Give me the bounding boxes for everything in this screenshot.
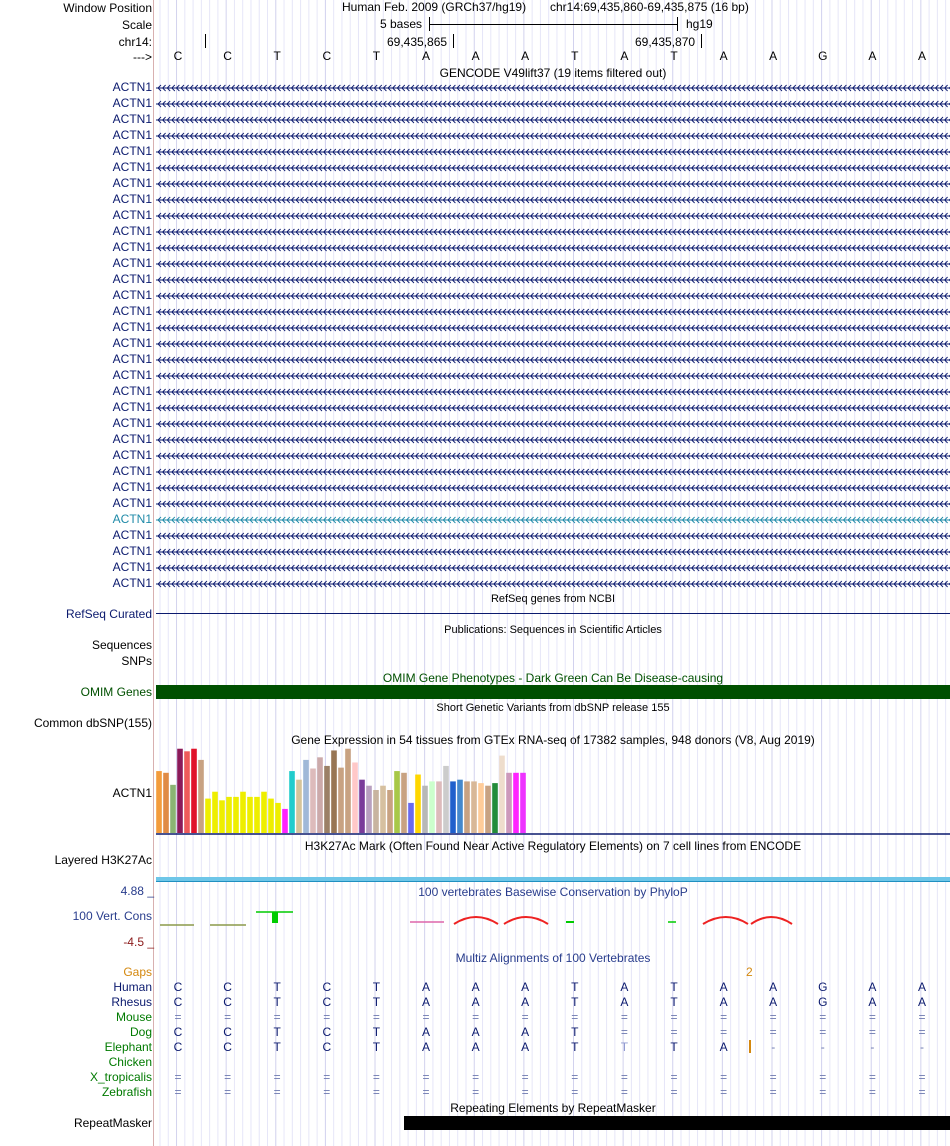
gtex-tissue-bar[interactable] <box>268 799 274 833</box>
alignment-base: = <box>372 1085 380 1099</box>
phylop-label[interactable]: 100 Vert. Cons <box>72 909 152 923</box>
sequence-base: A <box>421 49 430 63</box>
alignment-base: T <box>273 1040 281 1054</box>
gtex-tissue-bar[interactable] <box>499 756 505 833</box>
alignment-base: A <box>521 980 530 994</box>
alignment-base: T <box>273 1025 281 1039</box>
alignment-base: T <box>372 980 381 994</box>
window-position-label: Window Position <box>63 1 152 15</box>
alignment-base: = <box>868 1085 876 1099</box>
gtex-title[interactable]: Gene Expression in 54 tissues from GTEx RNA-seq of 17382 samples, 948 donors (V8, Aug 2019) <box>291 733 815 747</box>
alignment-base: T <box>372 995 381 1009</box>
alignment-base: = <box>720 1085 728 1099</box>
alignment-base: = <box>868 1025 876 1039</box>
alignment-base: C <box>223 1040 232 1054</box>
refseq-line[interactable] <box>156 613 950 614</box>
alignment-base: C <box>322 980 332 994</box>
position-text: chr14:69,435,860-69,435,875 (16 bp) <box>550 0 749 14</box>
omim-label[interactable]: OMIM Genes <box>80 685 152 699</box>
gencode-gene-label[interactable]: ACTN1 <box>112 576 152 590</box>
gtex-tissue-bar[interactable] <box>436 781 442 833</box>
gtex-tissue-bar[interactable] <box>471 781 477 833</box>
alignment-base: = <box>670 1025 678 1039</box>
alignment-base: A <box>471 980 480 994</box>
alignment-base: A <box>769 980 778 994</box>
publications-sequences-label[interactable]: Sequences <box>91 638 152 652</box>
species-label[interactable]: Mouse <box>115 1010 152 1024</box>
gtex-tissue-bar[interactable] <box>485 786 491 833</box>
alignment-base: = <box>868 1070 876 1084</box>
alignment-base: = <box>472 1085 480 1099</box>
alignment-base: A <box>471 1025 480 1039</box>
gencode-gene-label[interactable]: ACTN1 <box>112 160 152 174</box>
gencode-gene-label[interactable]: ACTN1 <box>112 368 152 382</box>
coord-tick-1 <box>453 34 454 48</box>
alignment-base: = <box>174 1085 182 1099</box>
gencode-gene-label[interactable]: ACTN1 <box>112 256 152 270</box>
gencode-gene-label[interactable]: ACTN1 <box>112 416 152 430</box>
assembly-text: Human Feb. 2009 (GRCh37/hg19) <box>342 0 527 14</box>
alignment-base: - <box>820 1040 825 1054</box>
gtex-tissue-bar[interactable] <box>513 773 519 833</box>
sequence-base: A <box>769 49 778 63</box>
gtex-tissue-bar[interactable] <box>156 771 162 833</box>
gtex-tissue-bar[interactable] <box>373 790 379 833</box>
alignment-base: = <box>273 1070 281 1084</box>
h3k27ac-label[interactable]: Layered H3K27Ac <box>54 853 152 867</box>
alignment-base: T <box>571 995 579 1009</box>
sequence-base: A <box>868 49 877 63</box>
alignment-base: = <box>620 1025 628 1039</box>
gtex-tissue-bar[interactable] <box>212 792 218 833</box>
alignment-base: T <box>372 1040 381 1054</box>
gencode-gene-label[interactable]: ACTN1 <box>112 448 152 462</box>
gencode-gene-label[interactable]: ACTN1 <box>112 480 152 494</box>
gencode-gene-label[interactable]: ACTN1 <box>112 80 152 94</box>
gtex-tissue-bar[interactable] <box>520 773 526 833</box>
gtex-tissue-bar[interactable] <box>352 762 358 833</box>
gencode-gene-label[interactable]: ACTN1 <box>112 112 152 126</box>
alignment-base: C <box>173 980 183 994</box>
sequence-base: G <box>818 49 828 63</box>
coord-tick-2 <box>701 34 702 48</box>
gtex-tissue-bar[interactable] <box>254 797 260 833</box>
repeatmasker-bar[interactable] <box>404 1116 950 1130</box>
gtex-tissue-bar[interactable] <box>422 786 428 833</box>
alignment-base: = <box>472 1010 480 1024</box>
gtex-label[interactable]: ACTN1 <box>112 786 152 800</box>
alignment-base: = <box>620 1070 628 1084</box>
species-label[interactable]: Rhesus <box>111 995 152 1009</box>
alignment-base: = <box>769 1010 777 1024</box>
sequence-base: A <box>471 49 480 63</box>
gtex-tissue-bar[interactable] <box>184 751 190 833</box>
gtex-tissue-bar[interactable] <box>506 773 512 833</box>
alignment-base: A <box>421 995 430 1009</box>
gtex-tissue-bar[interactable] <box>317 757 323 833</box>
gencode-gene-label[interactable]: ACTN1 <box>112 304 152 318</box>
alignment-base: = <box>174 1070 182 1084</box>
coord-label-2: 69,435,870 <box>635 35 696 49</box>
alignment-base: T <box>620 1040 629 1054</box>
omim-bar[interactable] <box>156 685 950 699</box>
sequence-base: A <box>719 49 728 63</box>
h3k27ac-signal-line <box>156 881 950 882</box>
alignment-base: = <box>571 1085 579 1099</box>
alignment-base: = <box>670 1010 678 1024</box>
alignment-base: T <box>273 995 281 1009</box>
sequence-base: T <box>372 49 381 63</box>
alignment-base: A <box>620 995 629 1009</box>
gencode-gene-label[interactable]: ACTN1 <box>112 192 152 206</box>
gencode-gene-label[interactable]: ACTN1 <box>112 528 152 542</box>
alignment-base: = <box>323 1010 331 1024</box>
alignment-base: = <box>819 1085 827 1099</box>
scale-bar-tick-left <box>429 17 430 31</box>
alignment-base: A <box>719 995 728 1009</box>
gtex-tissue-bar[interactable] <box>492 783 498 833</box>
sequence-base: C <box>173 49 183 63</box>
gtex-tissue-bar[interactable] <box>275 803 281 833</box>
alignment-base: A <box>620 980 629 994</box>
sequence-base: T <box>571 49 579 63</box>
publications-snps-label[interactable]: SNPs <box>121 654 152 668</box>
gtex-tissue-bar[interactable] <box>282 809 288 833</box>
alignment-base: C <box>223 995 232 1009</box>
alignment-base: - <box>870 1040 875 1054</box>
alignment-base: = <box>918 1070 926 1084</box>
gtex-tissue-bar[interactable] <box>191 749 197 833</box>
repeatmasker-title[interactable]: Repeating Elements by RepeatMasker <box>450 1101 656 1115</box>
gencode-gene-label[interactable]: ACTN1 <box>112 352 152 366</box>
h3k27ac-title[interactable]: H3K27Ac Mark (Often Found Near Active Regulatory Elements) on 7 cell lines from ENCODE <box>304 839 802 853</box>
alignment-base: = <box>620 1085 628 1099</box>
alignment-base: = <box>174 1010 182 1024</box>
alignment-base: C <box>223 1025 232 1039</box>
alignment-base: = <box>670 1070 678 1084</box>
gtex-tissue-bar[interactable] <box>324 766 330 833</box>
scale-bar <box>429 24 677 25</box>
alignment-base: A <box>421 1040 430 1054</box>
gencode-gene-label[interactable]: ACTN1 <box>112 288 152 302</box>
sequence-base: T <box>273 49 281 63</box>
alignment-base: T <box>273 980 281 994</box>
alignment-base: = <box>868 1010 876 1024</box>
gtex-tissue-bar[interactable] <box>233 797 239 833</box>
alignment-base: T <box>670 980 678 994</box>
alignment-base: T <box>571 1040 579 1054</box>
alignment-base: T <box>670 995 678 1009</box>
gencode-gene-label[interactable]: ACTN1 <box>112 128 152 142</box>
alignment-base: C <box>322 1040 332 1054</box>
strand-label: ---> <box>133 50 152 64</box>
alignment-base: A <box>719 1040 728 1054</box>
gencode-gene-label[interactable]: ACTN1 <box>112 336 152 350</box>
sequence-base: T <box>670 49 678 63</box>
gencode-gene-label[interactable]: ACTN1 <box>112 496 152 510</box>
alignment-base: C <box>173 1025 183 1039</box>
gencode-gene-label[interactable]: ACTN1 <box>112 272 152 286</box>
alignment-base: = <box>323 1070 331 1084</box>
alignment-base: = <box>620 1010 628 1024</box>
alignment-base: = <box>769 1070 777 1084</box>
gencode-gene-label[interactable]: ACTN1 <box>112 464 152 478</box>
alignment-base: = <box>521 1010 529 1024</box>
alignment-base: = <box>769 1025 777 1039</box>
alignment-base: C <box>322 1025 332 1039</box>
gtex-tissue-bar[interactable] <box>177 749 183 833</box>
alignment-base: = <box>720 1070 728 1084</box>
alignment-base: A <box>421 980 430 994</box>
gtex-tissue-bar[interactable] <box>303 760 309 833</box>
alignment-base: A <box>868 980 877 994</box>
species-label[interactable]: Zebrafish <box>101 1085 152 1099</box>
phylop-plot[interactable] <box>156 900 950 940</box>
species-label[interactable]: Chicken <box>108 1055 152 1069</box>
sequence-base: C <box>322 49 332 63</box>
alignment-base: = <box>422 1085 430 1099</box>
alignment-base: = <box>323 1085 331 1099</box>
alignment-base: C <box>173 995 183 1009</box>
phylop-title[interactable]: 100 vertebrates Basewise Conservation by PhyloP <box>418 885 688 899</box>
alignment-base: = <box>819 1025 827 1039</box>
gtex-tissue-bar[interactable] <box>338 768 344 833</box>
alignment-base: = <box>819 1010 827 1024</box>
alignment-base: = <box>918 1085 926 1099</box>
alignment-base: A <box>868 995 877 1009</box>
gtex-tissue-bar[interactable] <box>464 781 470 833</box>
coord-tick-0 <box>205 34 206 48</box>
alignment-base: = <box>472 1070 480 1084</box>
alignment-base: = <box>521 1070 529 1084</box>
alignment-base: A <box>917 980 926 994</box>
alignment-base: = <box>571 1070 579 1084</box>
alignment-base: = <box>720 1025 728 1039</box>
db-text: hg19 <box>686 17 713 31</box>
gtex-tissue-bar[interactable] <box>219 800 225 833</box>
sequence-base: A <box>620 49 629 63</box>
scale-bar-tick-right <box>677 17 678 31</box>
gtex-tissue-bar[interactable] <box>450 781 456 833</box>
alignment-base: C <box>173 1040 183 1054</box>
gencode-gene-label[interactable]: ACTN1 <box>112 96 152 110</box>
gtex-tissue-bar[interactable] <box>366 786 372 833</box>
alignment-base: A <box>521 1040 530 1054</box>
alignment-base: C <box>322 995 332 1009</box>
alignment-base: A <box>769 995 778 1009</box>
alignment-base: C <box>223 980 232 994</box>
alignment-base: A <box>521 1025 530 1039</box>
alignment-base: = <box>224 1070 232 1084</box>
alignment-base: - <box>920 1040 924 1054</box>
alignment-base: A <box>421 1025 430 1039</box>
dbsnp-title[interactable]: Short Genetic Variants from dbSNP release 155 <box>436 702 670 714</box>
alignment-base: T <box>571 1025 579 1039</box>
alignment-base: = <box>372 1010 380 1024</box>
alignment-base: = <box>224 1010 232 1024</box>
gencode-gene-label[interactable]: ACTN1 <box>112 176 152 190</box>
alignment-base: = <box>918 1025 926 1039</box>
species-label[interactable]: Elephant <box>104 1040 152 1054</box>
gencode-track[interactable] <box>156 80 950 592</box>
gtex-tissue-bar[interactable] <box>310 769 316 834</box>
alignment-base: = <box>422 1070 430 1084</box>
phylop-max-label: 4.88 _ <box>120 884 154 898</box>
alignment-base: = <box>273 1085 281 1099</box>
dbsnp-label[interactable]: Common dbSNP(155) <box>33 716 152 730</box>
gtex-tissue-bar[interactable] <box>163 773 169 833</box>
alignment-base: = <box>670 1085 678 1099</box>
alignment-base: = <box>819 1070 827 1084</box>
gencode-gene-label[interactable]: ACTN1 <box>112 512 152 526</box>
gencode-title[interactable]: GENCODE V49lift37 (19 items filtered out) <box>439 66 667 80</box>
gtex-tissue-bar[interactable] <box>394 771 400 833</box>
gtex-tissue-bar[interactable] <box>345 749 351 833</box>
gtex-tissue-bar[interactable] <box>457 780 463 833</box>
scale-label: Scale <box>121 18 152 32</box>
alignment-base: T <box>571 980 579 994</box>
gtex-tissue-bar[interactable] <box>359 780 365 833</box>
gtex-tissue-bar[interactable] <box>331 750 337 833</box>
multiz-title[interactable]: Multiz Alignments of 100 Vertebrates <box>455 951 651 965</box>
gtex-tissue-bar[interactable] <box>289 771 295 833</box>
alignment-base: G <box>818 980 828 994</box>
gtex-tissue-bar[interactable] <box>443 766 449 833</box>
refseq-title[interactable]: RefSeq genes from NCBI <box>490 593 616 605</box>
chrom-label: chr14: <box>118 35 152 49</box>
gencode-gene-label[interactable]: ACTN1 <box>112 240 152 254</box>
gtex-tissue-bar[interactable] <box>247 797 253 833</box>
alignment-base: = <box>224 1085 232 1099</box>
alignment-base: T <box>670 1040 678 1054</box>
gtex-tissue-bar[interactable] <box>478 783 484 833</box>
alignment-base: A <box>521 995 530 1009</box>
gencode-gene-label[interactable]: ACTN1 <box>112 320 152 334</box>
label-divider <box>153 0 154 1146</box>
gtex-tissue-bar[interactable] <box>380 786 386 833</box>
gencode-gene-label[interactable]: ACTN1 <box>112 560 152 574</box>
gtex-chart[interactable] <box>156 747 950 835</box>
gtex-tissue-bar[interactable] <box>408 803 414 833</box>
gtex-tissue-bar[interactable] <box>226 797 232 833</box>
species-label[interactable]: Dog <box>129 1025 152 1039</box>
gtex-tissue-bar[interactable] <box>205 799 211 833</box>
alignment-base: = <box>571 1010 579 1024</box>
species-label[interactable]: Human <box>113 980 152 994</box>
repeatmasker-label[interactable]: RepeatMasker <box>73 1116 152 1130</box>
gtex-tissue-bar[interactable] <box>429 781 435 833</box>
refseq-label[interactable]: RefSeq Curated <box>65 607 152 621</box>
sequence-base: C <box>223 49 232 63</box>
alignment-base: = <box>372 1070 380 1084</box>
gencode-gene-label[interactable]: ACTN1 <box>112 400 152 414</box>
coord-label-1: 69,435,865 <box>387 35 448 49</box>
gencode-gene-label[interactable]: ACTN1 <box>112 544 152 558</box>
gtex-tissue-bar[interactable] <box>261 792 267 833</box>
gtex-tissue-bar[interactable] <box>401 773 407 833</box>
alignment-base: A <box>917 995 926 1009</box>
alignment-base: - <box>771 1040 776 1054</box>
gencode-gene-label[interactable]: ACTN1 <box>112 144 152 158</box>
alignment-base: = <box>521 1085 529 1099</box>
gap-count: 2 <box>746 965 753 979</box>
species-label[interactable]: X_tropicalis <box>89 1070 152 1084</box>
alignment-base: = <box>422 1010 430 1024</box>
alignment-base: = <box>769 1085 777 1099</box>
gencode-gene-label[interactable]: ACTN1 <box>112 208 152 222</box>
alignment-base: A <box>719 980 728 994</box>
gtex-tissue-bar[interactable] <box>170 785 176 833</box>
publications-title[interactable]: Publications: Sequences in Scientific Articles <box>444 624 662 636</box>
gencode-gene-label[interactable]: ACTN1 <box>112 432 152 446</box>
gencode-gene-label[interactable]: ACTN1 <box>112 224 152 238</box>
alignment-base: G <box>818 995 828 1009</box>
alignment-base: A <box>471 995 480 1009</box>
gtex-tissue-bar[interactable] <box>296 780 302 833</box>
alignment-base: = <box>918 1010 926 1024</box>
gencode-gene-label[interactable]: ACTN1 <box>112 384 152 398</box>
alignment-base: = <box>273 1010 281 1024</box>
gaps-label[interactable]: Gaps <box>123 965 152 979</box>
gtex-tissue-bar[interactable] <box>240 792 246 833</box>
alignment-base: T <box>372 1025 381 1039</box>
gtex-tissue-bar[interactable] <box>415 775 421 833</box>
gtex-tissue-bar[interactable] <box>198 760 204 833</box>
elephant-gap-marker <box>749 1040 751 1053</box>
scale-text: 5 bases <box>380 17 423 31</box>
phylop-min-label: -4.5 _ <box>123 935 154 949</box>
sequence-base: A <box>521 49 530 63</box>
alignment-base: A <box>471 1040 480 1054</box>
omim-title[interactable]: OMIM Gene Phenotypes - Dark Green Can Be Disease-causing <box>382 671 724 685</box>
gtex-tissue-bar[interactable] <box>387 790 393 833</box>
alignment-base: = <box>720 1010 728 1024</box>
sequence-base: A <box>917 49 926 63</box>
